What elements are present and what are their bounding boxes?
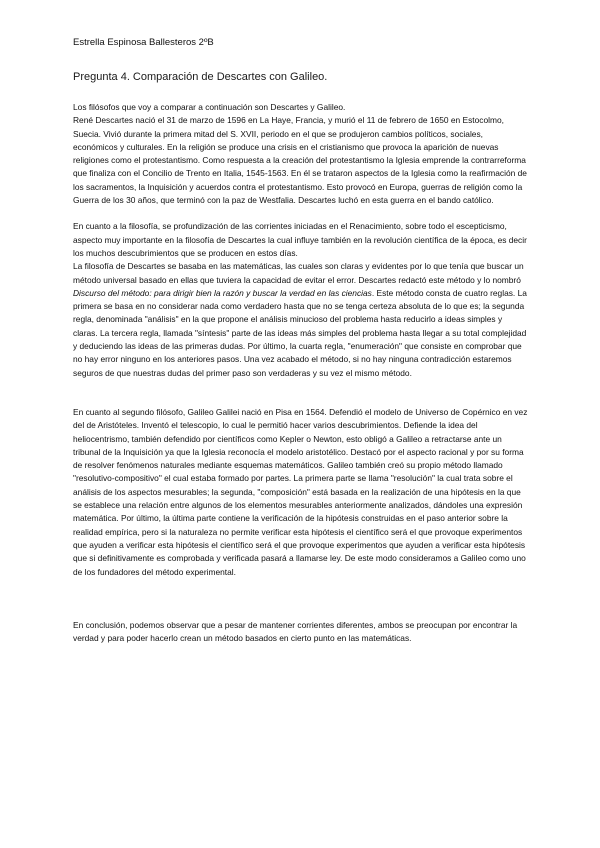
paragraph-spacer <box>73 207 529 220</box>
book-title: Discurso del método: para dirigir bien la razón y buscar la verdad en las ciencias <box>73 287 372 298</box>
document-body <box>73 101 529 645</box>
method-text-before: La filosofía de Descartes se basaba en las matemáticas, las cuales son claras y evidentes por lo que tenía que buscar un método universal basado en ellas que tuviera la capacidad de evitar el error. Descartes redactó este método y lo nombró <box>73 261 524 285</box>
paragraph-spacer <box>73 579 529 619</box>
author-line: Estrella Espinosa Ballesteros 2ºB <box>73 37 214 48</box>
paragraph-descartes-bio: René Descartes nació el 31 de marzo de 1596 en La Haye, Francia, y murió el 11 de febrero de 1650 en Estocolmo, Suecia. Vivió durante la primera mitad del S. XVII, periodo en el que se produjeron cambios políticos, sociales, económicos y culturales. En la religión se produce una crisis en el cristianismo que provoca la aparición de nuevas religiones como el protestantismo. Como respuesta a la creación del protestantismo la Iglesia emprende la contrarreforma que finaliza con el Concilio de Trento en Italia, 1545-1563. En él se trataron aspectos de la Iglesia como la reafirmación de los sacramentos, la Inquisición y acuerdos contra el protestantismo. Esto provocó en Europa, guerras de religión como la Guerra de los 30 años, que terminó con la paz de Westfalia. Descartes luchó en esta guerra en el bando católico. <box>73 115 527 206</box>
method-text-after: . Este método consta de cuatro reglas. La primera se basa en no considerar nada como verdadero hasta que no se tenga certeza absoluta de lo que es; la segunda regla, denominada "análisis" en la que propone el análisis minucioso del problema hasta reducirlo a ideas simples y claras. La tercera regla, llamada "síntesis" parte de las ideas más simples del problema hasta llegar a su total complejidad y deduciendo las ideas de las primeras dudas. Por último, la cuarta regla, "enumeración" que consiste en comprobar que no hay error ninguno en los anteriores pasos. Una vez acabado el método, si no hay ninguna contradicción estaremos seguros de que nuestras dudas del primer paso son verdaderas y su vez el mismo método. <box>73 287 527 378</box>
paragraph-conclusion: En conclusión, podemos observar que a pesar de mantener corrientes diferentes, ambos se preocupan por encontrar la verdad y para poder hacerlo crean un método basados en cierto punto en las matemáticas. <box>73 619 518 644</box>
question-heading: Pregunta 4. Comparación de Descartes con Galileo. <box>73 71 328 83</box>
paragraph-descartes-method <box>73 260 529 380</box>
paragraph-galileo: En cuanto al segundo filósofo, Galileo Galilei nació en Pisa en 1564. Defendió el modelo de Universo de Copérnico en vez del de Aristóteles. Inventó el telescopio, lo cual le permitió hacer varios descubrimientos. Defiende la idea del heliocentrismo, también defendido por científicos como Kepler o Newton, esto obligó a Galileo a retractarse ante un tribunal de la Inquisición ya que la Iglesia reconocía el modelo aristotélico. Destacó por el aspecto racional y por su forma de resolver fenómenos naturales mediante esquemas matemáticos. Galileo también creó su propio método llamado "resolutivo-compositivo" el cual estaba formado por partes. La primera parte se llama "resolución" la cual trata sobre el análisis de los aspectos mesurables; la segunda, "composición" está basada en la realización de una hipótesis en la que se establece una relación entre algunos de los elementos mesurables anteriormente analizados, dándoles una expresión matemática. Por último, la última parte contiene la verificación de la hipótesis construidas en el paso anterior sobre la realidad empírica, pero si la naturaleza no permite verificar esta hipótesis el científico será el que provoque experimentos que ayuden a verificar esta hipótesis el científico será el que provoque experimentos que ayuden a verificar esta hipótesis que si definitivamente es comprobada y verificada pasará a llamarse ley. De este modo consideramos a Galileo como uno de los fundadores del método experimental. <box>73 406 528 577</box>
paragraph-spacer <box>73 380 529 406</box>
paragraph-philosophy-context: En cuanto a la filosofía, se profundización de las corrientes iniciadas en el Renacimiento, sobre todo el escepticismo, aspecto muy importante en la filosofía de Descartes la cual influye también en la revolución científica de la época, es decir los muchos descubrimientos que se producen en estos días. <box>73 221 527 258</box>
intro-sentence: Los filósofos que voy a comparar a continuación son Descartes y Galileo. <box>73 102 346 112</box>
